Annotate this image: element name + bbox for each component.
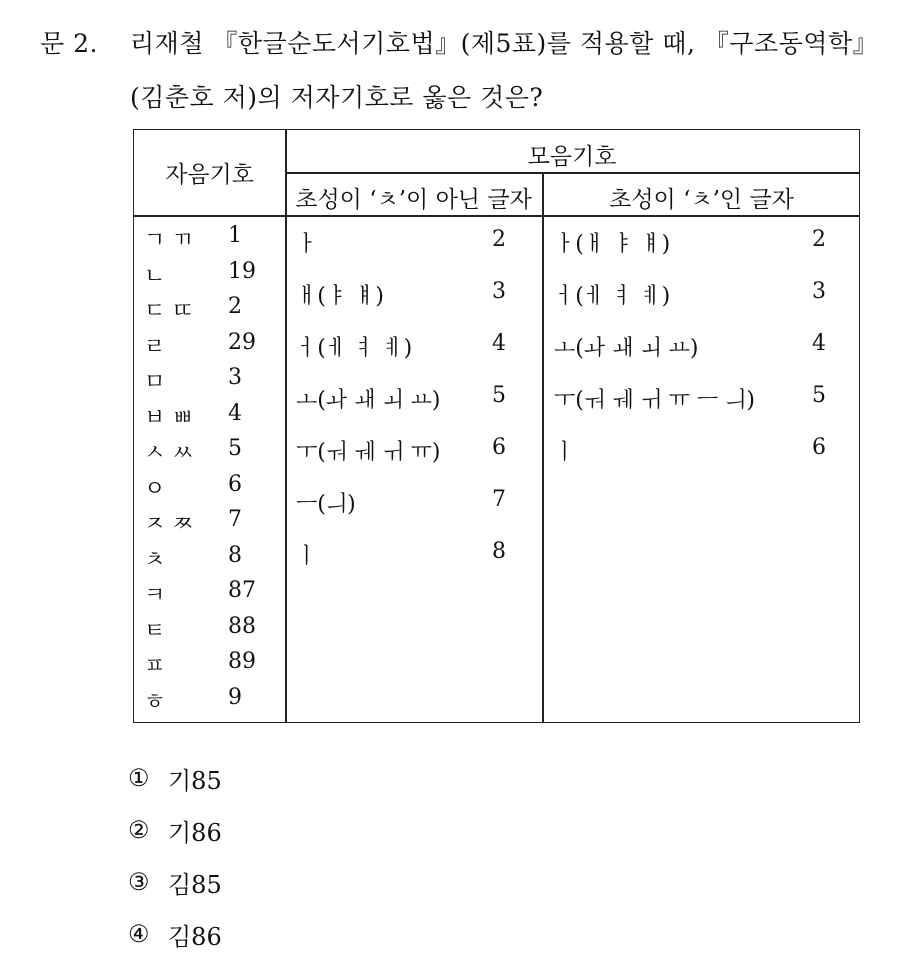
table-cell-code: 2 bbox=[492, 227, 506, 252]
question-number: 문 2. bbox=[40, 29, 98, 58]
table-cell-chars: ㅁ bbox=[144, 370, 166, 395]
table-cell-chars: ㅈ ㅉ bbox=[144, 512, 194, 537]
table-cell-chars: ㄷ ㄸ bbox=[144, 299, 194, 324]
table-cell-chars: ㅣ bbox=[554, 440, 576, 465]
table-cell-chars: ㅜ(ㅝ ㅞ ㅟ ㅠ) bbox=[296, 440, 441, 465]
choice-4[interactable] bbox=[128, 908, 222, 960]
table-cell-code: 5 bbox=[492, 383, 506, 408]
table-cell-code: 6 bbox=[492, 435, 506, 460]
table-divider-consonant bbox=[285, 130, 287, 722]
table-cell-code: 2 bbox=[228, 294, 242, 319]
table-cell-code: 6 bbox=[812, 435, 826, 460]
table-cell-code: 8 bbox=[228, 542, 242, 568]
table-cell-chars: ㄴ bbox=[144, 263, 166, 289]
table-cell-code: 3 bbox=[492, 279, 506, 304]
table-cell-chars: ㅜ(ㅝ ㅞ ㅟ ㅠ ㅡ ㅢ) bbox=[554, 388, 755, 413]
choice-text: 김86 bbox=[168, 922, 222, 951]
header-vowel-chieut: 초성이 ‘ㅊ’인 글자 bbox=[609, 187, 794, 213]
table-cell-code: 4 bbox=[812, 331, 826, 356]
table-cell-chars: ㅅ ㅆ bbox=[144, 441, 194, 466]
author-mark-table bbox=[133, 129, 860, 723]
table-cell-code: 89 bbox=[228, 649, 256, 674]
table-divider-header-bottom bbox=[134, 215, 859, 217]
table-cell-code: 5 bbox=[812, 383, 826, 408]
table-cell-chars: ㅣ bbox=[296, 544, 318, 569]
header-consonant: 자음기호 bbox=[165, 162, 254, 188]
question-line-2: (김춘호 저)의 저자기호로 옳은 것은? bbox=[130, 83, 544, 112]
table-cell-chars: ㅌ bbox=[144, 618, 166, 644]
table-cell-chars: ㅎ bbox=[144, 689, 166, 715]
table-cell-code: 2 bbox=[812, 227, 826, 252]
table-cell-chars: ㅏ bbox=[296, 232, 318, 257]
choice-3[interactable] bbox=[128, 856, 222, 908]
table-cell-code: 5 bbox=[228, 436, 242, 461]
table-cell-chars: ㅓ(ㅔ ㅕ ㅖ) bbox=[554, 284, 671, 309]
choice-2[interactable] bbox=[128, 804, 222, 856]
question-line-1 bbox=[40, 24, 878, 60]
table-cell-code: 87 bbox=[228, 578, 256, 603]
table-cell-chars: ㅋ bbox=[144, 583, 166, 608]
table-cell-chars: ㅍ bbox=[144, 654, 166, 679]
table-cell-chars: ㄱ ㄲ bbox=[144, 228, 194, 253]
table-cell-chars: ㅏ(ㅐ ㅑ ㅒ) bbox=[554, 232, 671, 257]
table-cell-chars: ㅗ(ㅘ ㅙ ㅚ ㅛ) bbox=[554, 336, 699, 361]
answer-choices bbox=[128, 752, 222, 960]
table-cell-chars: ㄹ bbox=[144, 334, 166, 360]
table-cell-chars: ㅡ(ㅢ) bbox=[296, 492, 356, 517]
table-cell-code: 4 bbox=[492, 331, 506, 356]
table-cell-code: 8 bbox=[492, 539, 506, 564]
table-cell-chars: ㅗ(ㅘ ㅙ ㅚ ㅛ) bbox=[296, 388, 441, 413]
table-cell-chars: ㅂ ㅃ bbox=[144, 405, 194, 431]
table-divider-header-mid bbox=[285, 172, 859, 174]
header-vowel: 모음기호 bbox=[527, 144, 617, 170]
table-cell-chars: ㅇ bbox=[144, 476, 166, 502]
table-cell-chars: ㅐ(ㅑ ㅒ) bbox=[296, 284, 384, 309]
table-cell-code: 6 bbox=[228, 471, 242, 497]
table-cell-code: 7 bbox=[228, 507, 242, 532]
question-text-1: 리재철 『한글순도서기호법』(제5표)를 적용할 때, 『구조동역학』 bbox=[130, 29, 879, 58]
table-cell-code: 1 bbox=[228, 223, 242, 248]
table-cell-chars: ㅓ(ㅔ ㅕ ㅖ) bbox=[296, 336, 413, 361]
choice-text: 김85 bbox=[168, 870, 222, 899]
header-vowel-not-chieut: 초성이 ‘ㅊ’이 아닌 글자 bbox=[295, 187, 532, 213]
choice-mark: ① bbox=[128, 764, 150, 792]
choice-text: 기85 bbox=[168, 766, 222, 795]
choice-mark: ④ bbox=[128, 920, 150, 948]
table-cell-code: 7 bbox=[492, 487, 506, 512]
table-divider-vowel bbox=[542, 173, 544, 722]
table-cell-code: 88 bbox=[228, 613, 256, 639]
table-cell-chars: ㅊ bbox=[144, 547, 166, 573]
table-cell-code: 29 bbox=[228, 329, 256, 355]
choice-text: 기86 bbox=[168, 818, 222, 847]
choice-mark: ③ bbox=[128, 868, 150, 896]
table-cell-code: 3 bbox=[812, 279, 826, 304]
table-cell-code: 4 bbox=[228, 400, 242, 426]
choice-1[interactable] bbox=[128, 752, 222, 804]
table-cell-code: 3 bbox=[228, 365, 242, 390]
table-cell-code: 19 bbox=[228, 258, 256, 284]
table-cell-code: 9 bbox=[228, 684, 242, 710]
choice-mark: ② bbox=[128, 816, 150, 844]
